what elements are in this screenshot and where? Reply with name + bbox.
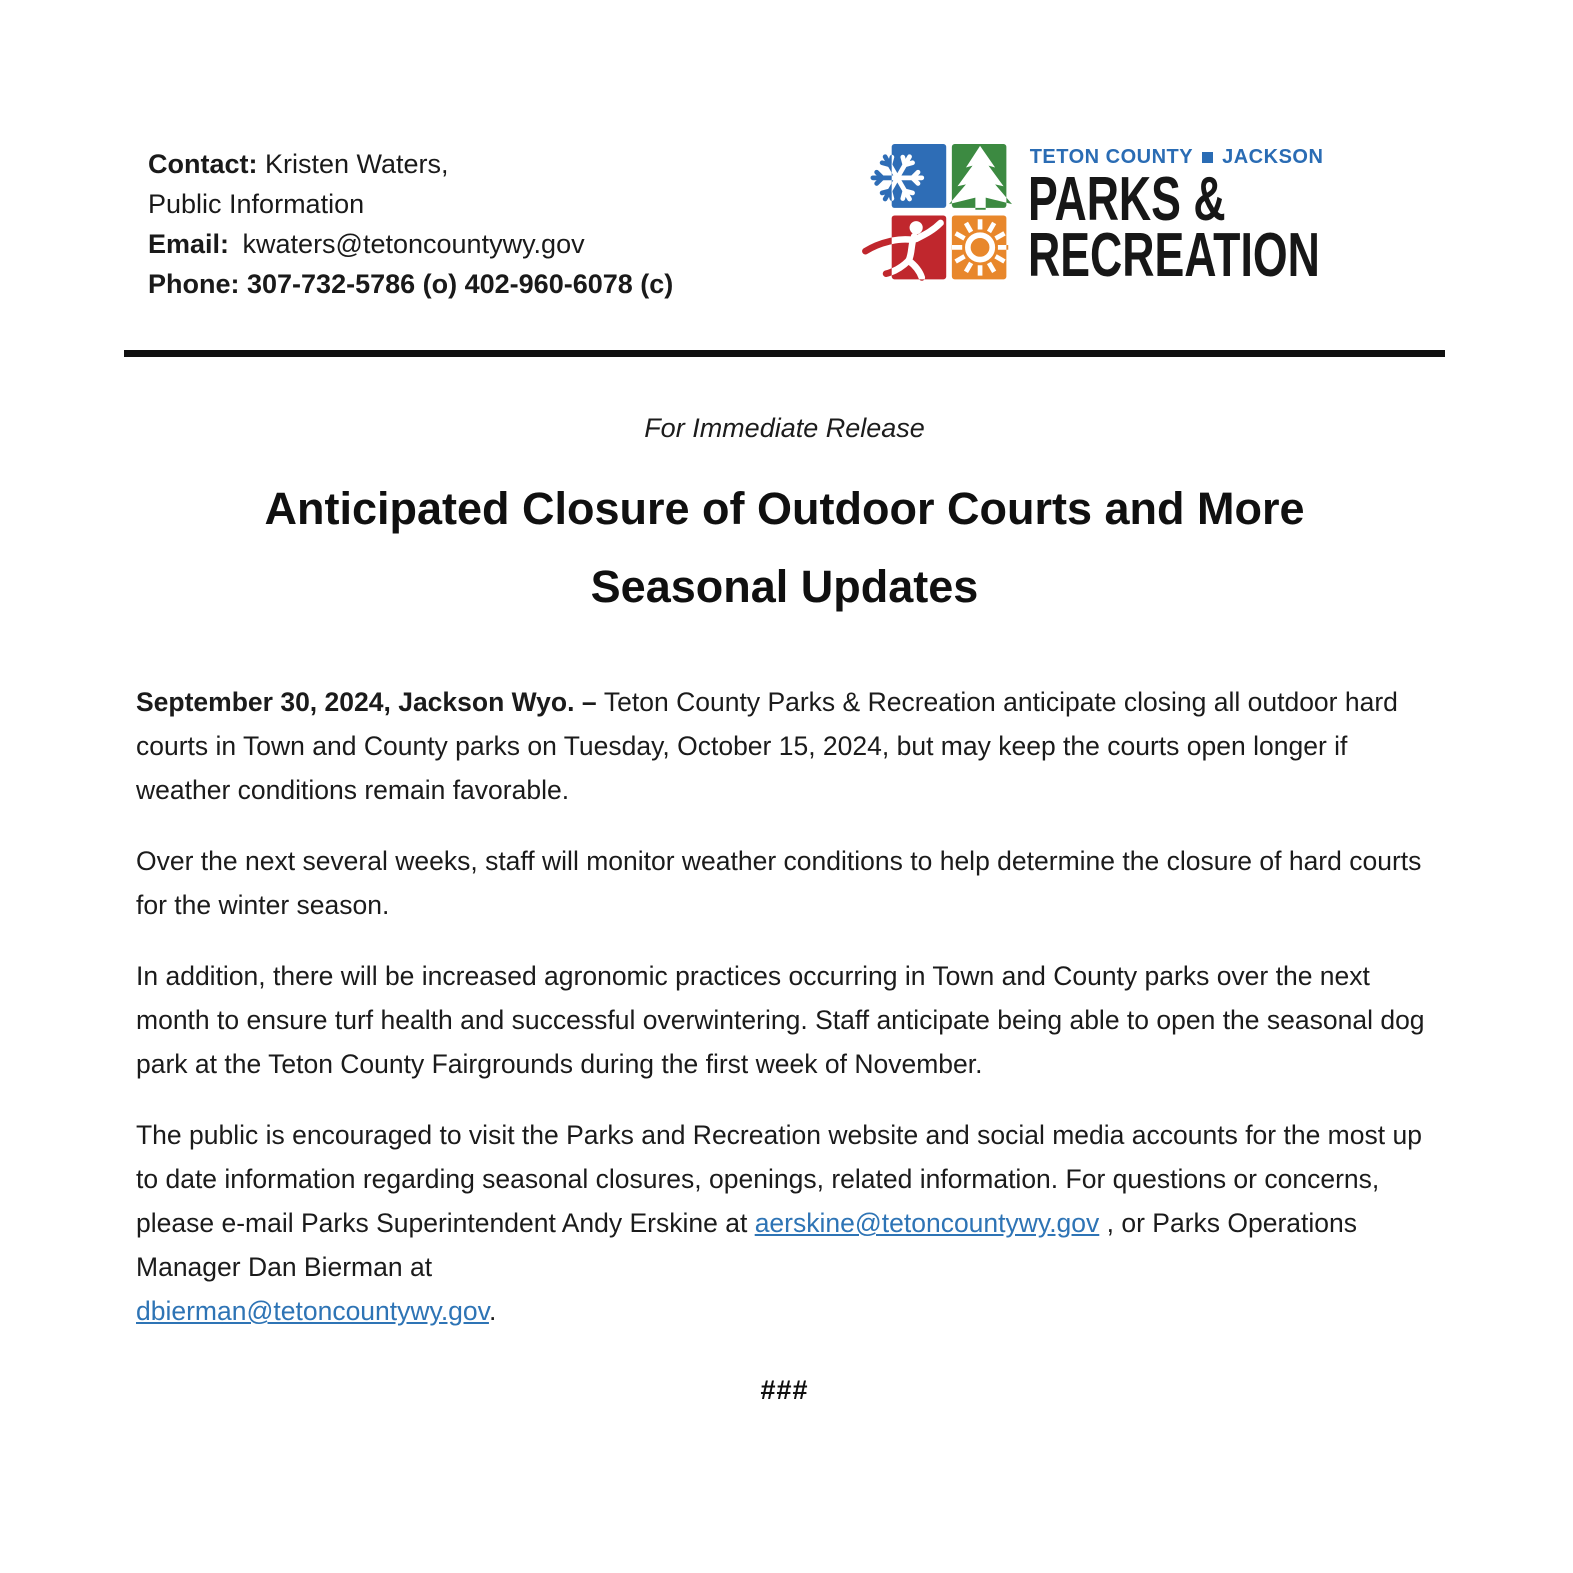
page-title-line2: Seasonal Updates: [590, 561, 979, 612]
contact-dept: Public Information: [148, 189, 365, 219]
phone-line: [148, 264, 673, 304]
release-notice: For Immediate Release: [644, 413, 925, 443]
pine-tree-icon: [949, 144, 1012, 210]
parks-rec-logo: [854, 144, 1433, 290]
email-line: [148, 224, 673, 264]
phone-value: 307-732-5786 (o) 402-960-6078 (c): [239, 269, 674, 299]
logo-text: [1027, 144, 1433, 290]
phone-label: Phone:: [148, 269, 240, 299]
sun-icon: [952, 215, 1008, 279]
contact-info-end: .: [488, 1296, 497, 1326]
logo-county: TETON COUNTY: [1029, 146, 1194, 168]
logo-wordmark-line1: PARKS &: [1027, 165, 1226, 234]
contact-name: Kristen Waters,: [257, 149, 449, 179]
dateline-lead: September 30, 2024, Jackson Wyo. –: [136, 687, 604, 717]
contact-info-start: The public is encouraged to visit the Parks and Recreation website and social media accounts for the most up to date information regarding seasonal closures, openings, related information. For questions or concerns, please e-mail Parks Superintendent Andy Erskine at: [136, 1120, 1422, 1238]
email-label: Email:: [148, 229, 230, 259]
logo-city: JACKSON: [1222, 146, 1324, 168]
logo-wordmark-line2: RECREATION: [1027, 221, 1320, 290]
erskine-email-link[interactable]: aerskine@tetoncountywy.gov: [754, 1208, 1100, 1238]
page-title-line1: Anticipated Closure of Outdoor Courts and More: [264, 483, 1305, 534]
paragraph-agronomic: In addition, there will be increased agronomic practices occurring in Town and County parks over the next month to ensure turf health and successful overwintering. Staff anticipate being able to open the seasonal dog park at the Teton County Fairgrounds during the first week of November.: [136, 961, 1425, 1079]
bierman-email-link[interactable]: dbierman@tetoncountywy.gov: [136, 1296, 489, 1326]
dateline-body: Teton County Parks & Recreation anticipate closing all outdoor hard courts in Town and County parks on Tuesday, October 15, 2024, but may keep the courts open longer if weather conditions remain favorable.: [136, 687, 1398, 805]
paragraph-monitoring: Over the next several weeks, staff will monitor weather conditions to help determine the closure of hard courts for the winter season.: [136, 846, 1422, 920]
contact-block: [136, 140, 673, 304]
page-title: [136, 470, 1433, 626]
parks-rec-logo-mark: [854, 144, 1014, 285]
contact-info-middle: , or Parks Operations Manager Dan Bierman at: [136, 1208, 1358, 1282]
body-text: [136, 680, 1433, 1333]
end-mark: ###: [760, 1375, 809, 1405]
paragraph-dateline: [136, 680, 1433, 812]
email-value: kwaters@tetoncountywy.gov: [235, 229, 585, 259]
person-icon: [865, 215, 946, 279]
contact-line: [148, 144, 673, 184]
divider-rule: [124, 350, 1445, 357]
paragraph-contact-info: [136, 1113, 1433, 1333]
contact-label: Contact:: [148, 149, 258, 179]
header: [136, 140, 1433, 304]
logo-wordmark: [1027, 165, 1320, 290]
square-bullet-icon: [1202, 152, 1213, 163]
snowflake-icon: [873, 144, 946, 208]
